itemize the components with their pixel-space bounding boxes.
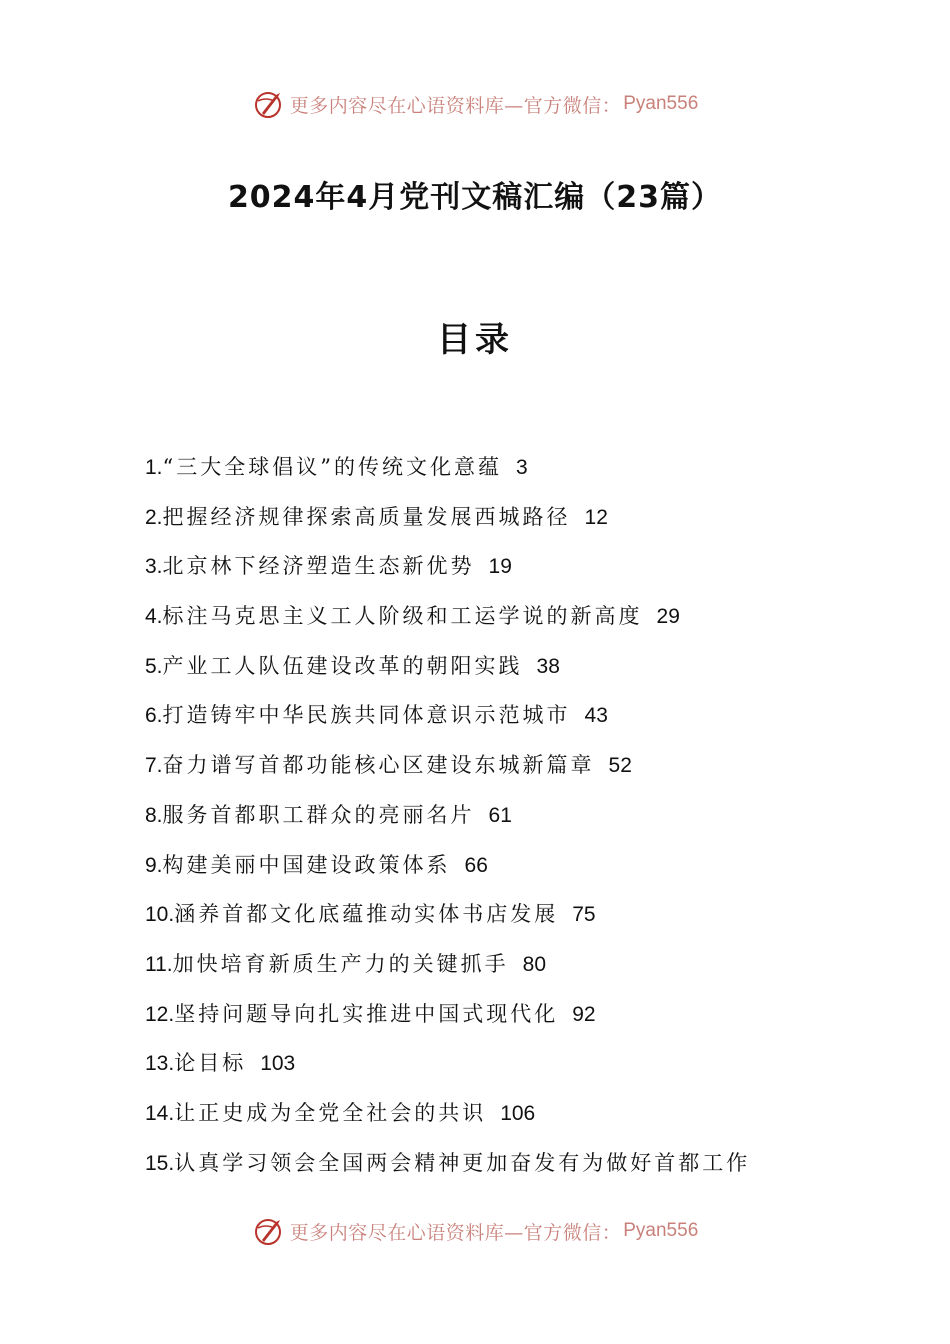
toc-entry[interactable] — [145, 450, 865, 500]
toc-entry-title: “三大全球倡议”的传统文化意蕴 — [162, 455, 502, 479]
toc-entry[interactable] — [145, 500, 865, 550]
toc-entry-number: 7. — [145, 754, 163, 778]
toc-entry-page-number: 103 — [260, 1052, 296, 1076]
toc-entry-title: 涵养首都文化底蕴推动实体书店发展 — [174, 902, 559, 927]
toc-entry[interactable] — [145, 848, 865, 898]
toc-entry-page-number: 106 — [500, 1101, 536, 1125]
toc-heading: 目录 — [437, 320, 513, 360]
toc-entry-page-number: 29 — [656, 605, 680, 629]
toc-entry-title: 坚持问题导向扎实推进中国式现代化 — [174, 1001, 559, 1026]
toc-entry-number: 11. — [145, 952, 173, 976]
toc-entry-page-number: 92 — [572, 1002, 596, 1026]
toc-entry-title: 把握经济规律探索高质量发展西城路径 — [162, 504, 571, 529]
toc-entry[interactable] — [145, 947, 865, 997]
toc-entry-page-number: 75 — [572, 903, 596, 927]
toc-entry-number: 14. — [145, 1101, 175, 1125]
toc-entry-title: 认真学习领会全国两会精神更加奋发有为做好首都工作 — [174, 1150, 751, 1175]
toc-entry-number: 5. — [145, 654, 163, 678]
toc-entry-page-number: 43 — [584, 704, 608, 728]
header-watermark-banner — [0, 84, 950, 124]
toc-entry-title: 让正史成为全党全社会的共识 — [174, 1100, 487, 1125]
toc-entry[interactable] — [145, 748, 865, 798]
toc-entry-number: 9. — [145, 853, 163, 877]
watermark-wechat-id: Pyan556 — [623, 93, 699, 114]
toc-entry-title: 服务首都职工群众的亮丽名片 — [162, 802, 475, 827]
quill-logo-icon — [252, 1214, 286, 1248]
toc-entry[interactable] — [145, 698, 865, 748]
toc-entry-title: 标注马克思主义工人阶级和工运学说的新高度 — [162, 604, 643, 629]
toc-entry-page-number: 12 — [584, 505, 608, 529]
toc-entry-title: 产业工人队伍建设改革的朝阳实践 — [162, 653, 523, 678]
toc-entry-number: 1. — [145, 456, 163, 479]
toc-entry[interactable] — [145, 549, 865, 599]
toc-entry-number: 6. — [145, 704, 163, 728]
toc-entry[interactable] — [145, 649, 865, 699]
toc-entry-title: 打造铸牢中华民族共同体意识示范城市 — [162, 703, 571, 728]
toc-entry[interactable] — [145, 997, 865, 1047]
footer-watermark-banner — [0, 1211, 950, 1251]
toc-entry-page-number: 3 — [516, 456, 528, 479]
toc-entry-number: 2. — [145, 505, 163, 529]
quill-logo-icon — [252, 87, 286, 121]
toc-entry-number: 4. — [145, 605, 163, 629]
watermark-text: 更多内容尽在心语资料库—官方微信： — [289, 1221, 622, 1244]
toc-entry-title: 北京林下经济塑造生态新优势 — [162, 554, 475, 579]
table-of-contents — [145, 450, 865, 1195]
toc-entry-number: 8. — [145, 803, 163, 827]
toc-entry-number: 3. — [145, 555, 163, 579]
toc-entry-page-number: 66 — [464, 853, 488, 877]
toc-entry-title: 奋力谱写首都功能核心区建设东城新篇章 — [162, 753, 595, 778]
watermark-text: 更多内容尽在心语资料库—官方微信： — [289, 94, 622, 117]
toc-entry-number: 15. — [145, 1151, 175, 1175]
toc-entry[interactable] — [145, 599, 865, 649]
document-title: 2024年4月党刊文稿汇编（23篇） — [227, 180, 723, 215]
toc-entry-number: 13. — [145, 1052, 175, 1076]
toc-entry-title: 论目标 — [174, 1051, 247, 1076]
toc-entry-page-number: 52 — [608, 754, 632, 778]
toc-entry-page-number: 80 — [522, 952, 546, 976]
toc-entry[interactable] — [145, 1046, 865, 1096]
toc-entry[interactable] — [145, 798, 865, 848]
watermark-wechat-id: Pyan556 — [623, 1220, 699, 1241]
toc-entry-title: 加快培育新质生产力的关键抓手 — [172, 951, 509, 976]
toc-entry[interactable] — [145, 1146, 865, 1196]
toc-entry[interactable] — [145, 897, 865, 947]
toc-entry-title: 构建美丽中国建设政策体系 — [162, 852, 451, 877]
toc-entry-number: 10. — [145, 903, 175, 927]
toc-entry[interactable] — [145, 1096, 865, 1146]
toc-entry-number: 12. — [145, 1002, 175, 1026]
toc-entry-page-number: 61 — [488, 803, 512, 827]
toc-entry-page-number: 19 — [488, 555, 512, 579]
toc-entry-page-number: 38 — [536, 654, 560, 678]
